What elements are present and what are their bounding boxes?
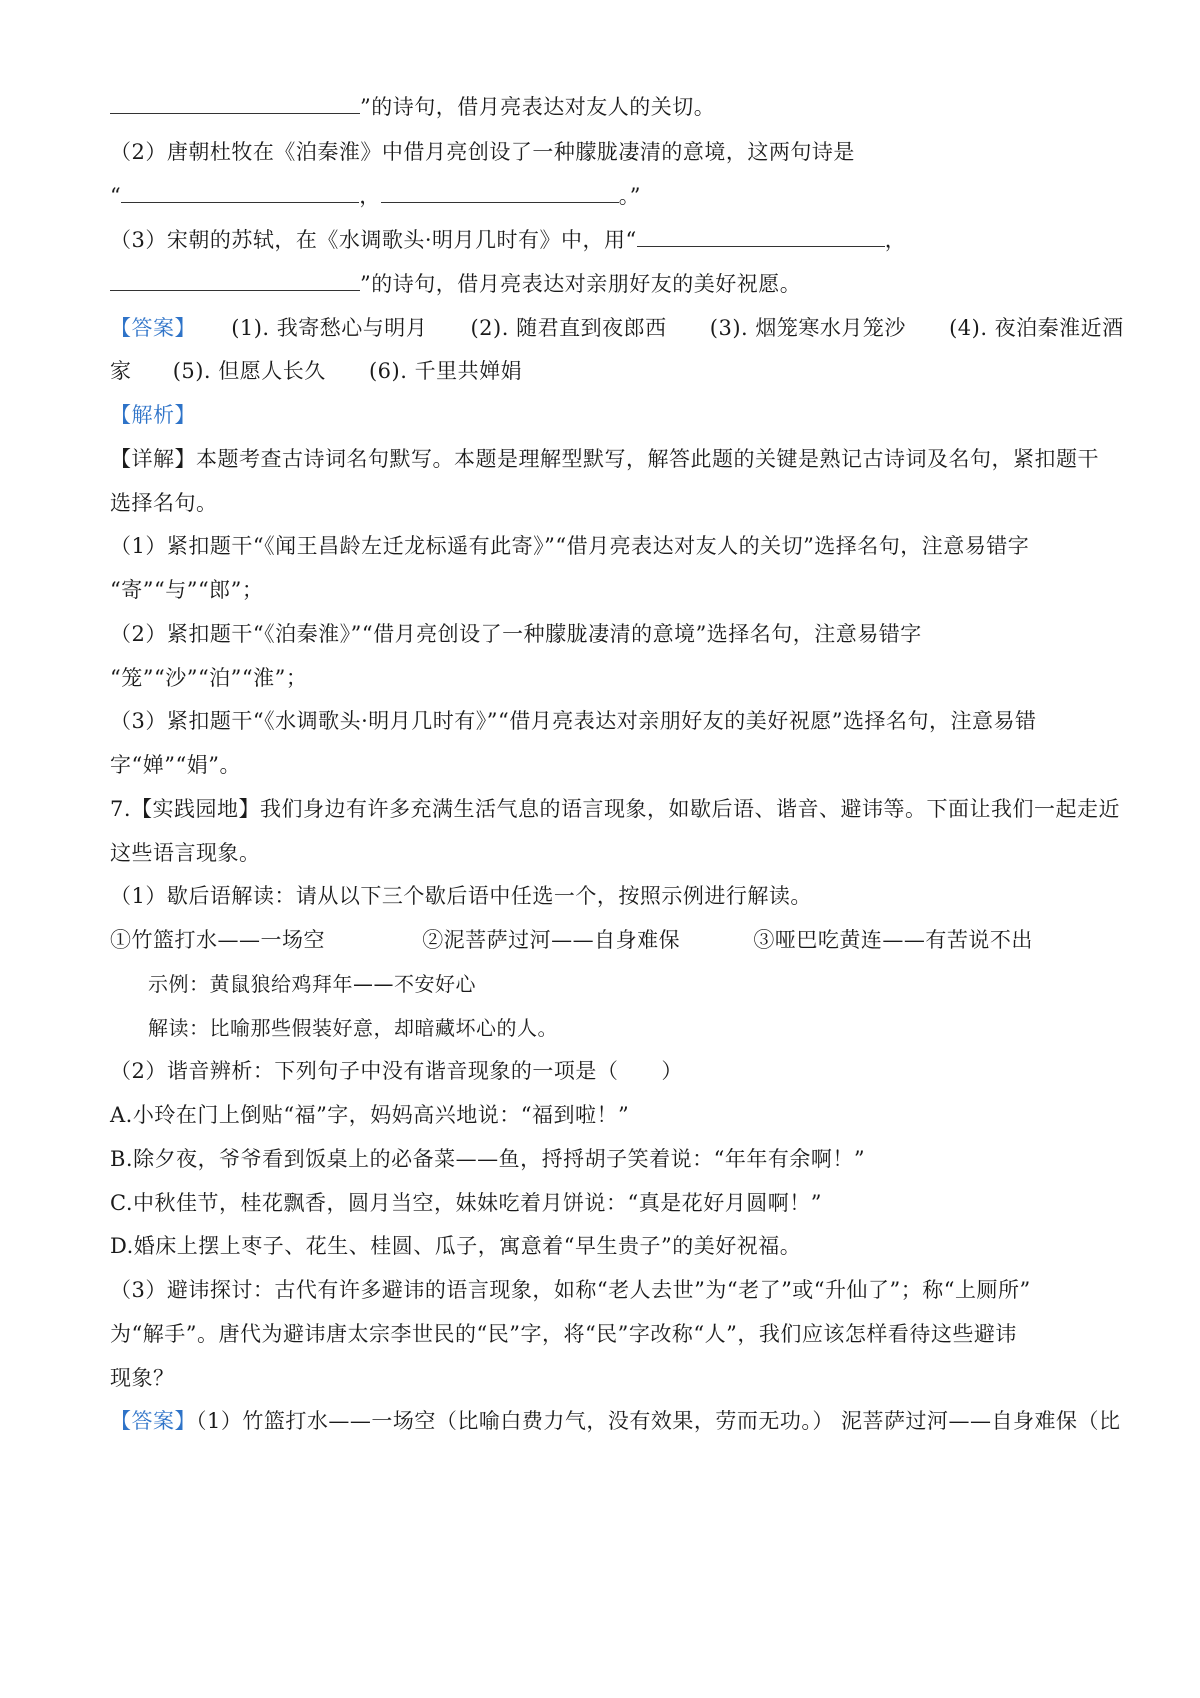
option-item: ②泥菩萨过河——自身难保 (422, 928, 681, 952)
example-line: 示例：黄鼠狼给鸡拜年——不安好心 (148, 972, 476, 996)
example-explain: 解读：比喻那些假装好意，却暗藏坏心的人。 (148, 1016, 558, 1040)
question-7-heading: 这些语言现象。 (110, 841, 261, 865)
answer-text: （1）竹篮打水——一场空（比喻白费力气，没有效果，劳而无功。） 泥菩萨过河——自身难保（比 (196, 1409, 1121, 1433)
choice-c: C.中秋佳节，桂花飘香，圆月当空，妹妹吃着月饼说：“真是花好月圆啊！” (110, 1191, 822, 1215)
detail-line: 选择名句。 (110, 491, 218, 515)
line-text: 。” (618, 184, 641, 208)
sub-question-3: 现象？ (110, 1366, 175, 1390)
sub-question-1: （1）歇后语解读：请从以下三个歇后语中任选一个，按照示例进行解读。 (110, 884, 812, 908)
line-3 (110, 181, 641, 211)
line-text: ， (884, 228, 907, 252)
answer-block-1-cont (110, 356, 522, 386)
line-text: ”的诗句，借月亮表达对友人的关切。 (360, 95, 716, 119)
answer-item: (1). 我寄愁心与明月 (231, 316, 428, 340)
analysis-para: （1）紧扣题干“《闻王昌龄左迁龙标遥有此寄》”“借月亮表达对友人的关切”选择名句，注意易错字 (110, 534, 1030, 558)
answer-item: (5). 但愿人长久 (172, 359, 326, 383)
line-text: “ (110, 184, 122, 208)
analysis-para: “笼”“沙”“泊”“淮”； (110, 666, 308, 690)
choice-b: B.除夕夜，爷爷看到饭桌上的必备菜——鱼，捋捋胡子笑着说：“年年有余啊！” (110, 1147, 866, 1171)
line-text: ， (359, 184, 381, 208)
answer-block-2 (110, 1406, 1121, 1436)
fill-blank[interactable] (637, 228, 885, 247)
detail-line: 【详解】本题考查古诗词名句默写。本题是理解型默写，解答此题的关键是熟记古诗词及名句，紧扣题干 (110, 447, 1099, 471)
sub-question-2: （2）谐音辨析：下列句子中没有谐音现象的一项是（ ） (110, 1059, 683, 1083)
answer-block-1 (110, 313, 1124, 343)
line-4 (110, 225, 906, 255)
analysis-para: “寄”“与”“郎”； (110, 578, 264, 602)
answer-item: (4). 夜泊秦淮近酒 (949, 316, 1124, 340)
answer-item: 家 (110, 359, 132, 383)
answer-item: (6). 千里共婵娟 (368, 359, 523, 383)
option-item: ③哑巴吃黄连——有苦说不出 (753, 928, 1033, 952)
line-2: （2）唐朝杜牧在《泊秦淮》中借月亮创设了一种朦胧凄清的意境，这两句诗是 (110, 140, 855, 164)
line-5 (110, 269, 801, 299)
fill-blank[interactable] (110, 272, 360, 291)
choice-d: D.婚床上摆上枣子、花生、桂圆、瓜子，寓意着“早生贵子”的美好祝福。 (110, 1234, 802, 1258)
analysis-para: 字“婵”“娟”。 (110, 753, 241, 777)
line-1 (110, 92, 715, 122)
analysis-para: （3）紧扣题干“《水调歌头·明月几时有》”“借月亮表达对亲朋好友的美好祝愿”选择名句，注意易错 (110, 709, 1037, 733)
answer-tag: 【答案】 (110, 316, 196, 340)
answer-item: (3). 烟笼寒水月笼沙 (709, 316, 906, 340)
line-text: ”的诗句，借月亮表达对亲朋好友的美好祝愿。 (360, 272, 802, 296)
analysis-para: （2）紧扣题干“《泊秦淮》”“借月亮创设了一种朦胧凄清的意境”选择名句，注意易错字 (110, 622, 922, 646)
answer-item: (2). 随君直到夜郎西 (470, 316, 667, 340)
question-7-heading: 7.【实践园地】我们身边有许多充满生活气息的语言现象，如歇后语、谐音、避讳等。下面让我们一起走近 (110, 797, 1121, 821)
fill-blank[interactable] (121, 184, 359, 203)
fill-blank[interactable] (110, 95, 360, 114)
sub-question-3: 为“解手”。唐代为避讳唐太宗李世民的“民”字，将“民”字改称“人”，我们应该怎样看待这些避讳 (110, 1322, 1017, 1346)
option-item: ①竹篮打水——一场空 (110, 928, 325, 952)
line-text: （3）宋朝的苏轼，在《水调歌头·明月几时有》中，用“ (110, 228, 637, 252)
xiehouyu-options (110, 925, 1033, 955)
fill-blank[interactable] (381, 184, 619, 203)
choice-a: A.小玲在门上倒贴“福”字，妈妈高兴地说：“福到啦！” (110, 1103, 630, 1127)
analysis-tag: 【解析】 (110, 403, 196, 427)
sub-question-3: （3）避讳探讨：古代有许多避讳的语言现象，如称“老人去世”为“老了”或“升仙了”；称“上厕所” (110, 1278, 1031, 1302)
answer-tag: 【答案】 (110, 1409, 196, 1433)
